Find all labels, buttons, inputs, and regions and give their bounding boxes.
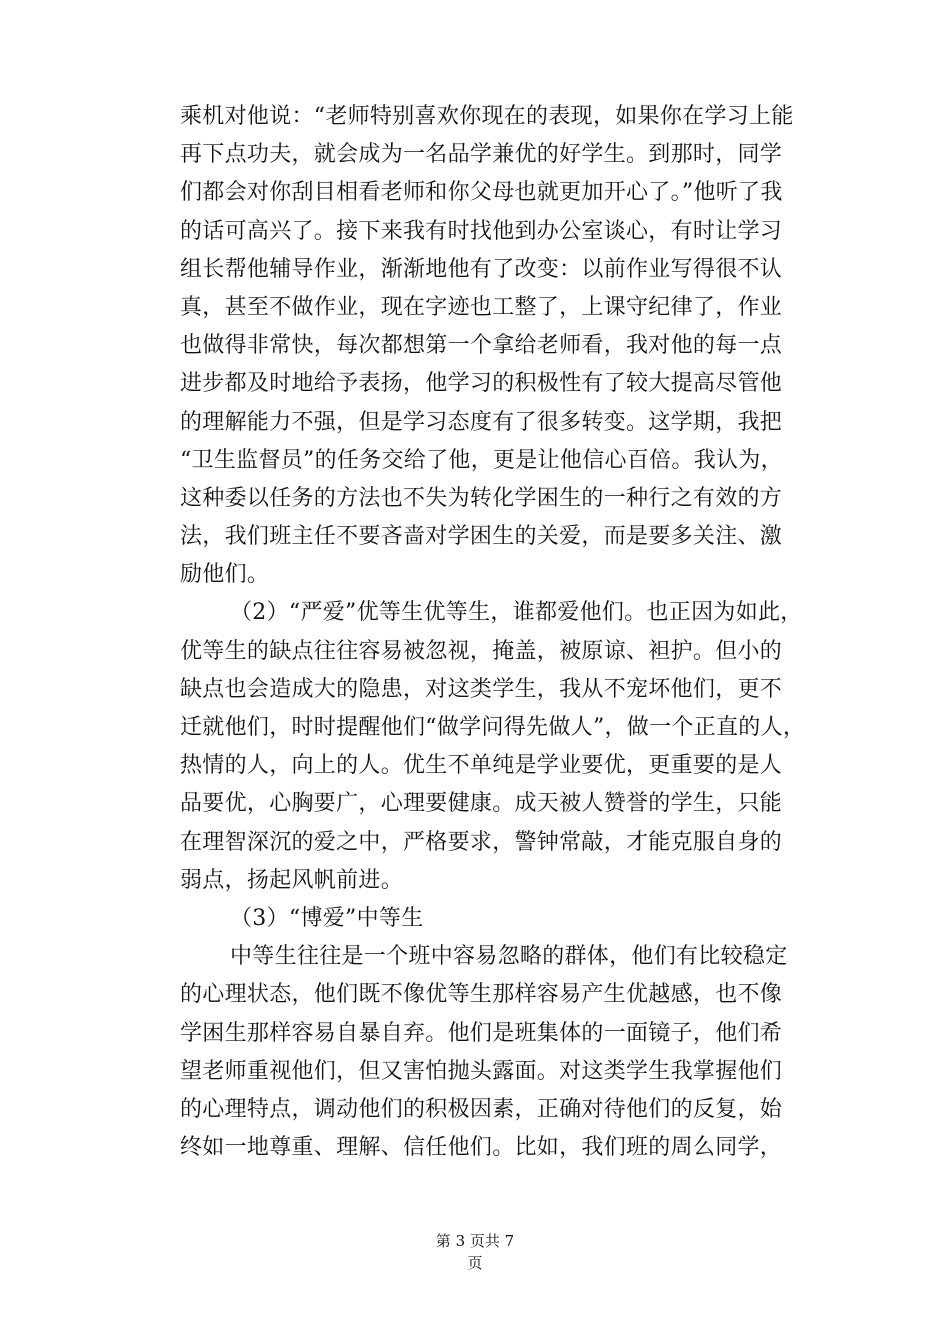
text-line: 学困生那样容易自暴自弃。他们是班集体的一面镜子，他们希 [180, 1020, 783, 1046]
text-line: 弱点，扬起风帆前进。 [180, 867, 404, 893]
text-line: 的心理状态，他们既不像优等生那样容易产生优越感，也不像 [180, 982, 783, 1008]
text-line: 缺点也会造成大的隐患，对这类学生，我从不宠坏他们，更不 [180, 676, 783, 702]
text-line: 终如一地尊重、理解、信任他们。比如，我们班的周么同学， [180, 1135, 783, 1161]
document-body [180, 98, 806, 1167]
text-line: （3）“博爱”中等生 [230, 905, 424, 931]
text-line: 热情的人，向上的人。优生不单纯是学业要优，更重要的是人 [180, 753, 783, 779]
text-line: 中等生往往是一个班中容易忽略的群体，他们有比较稳定 [230, 944, 788, 970]
text-line: 法，我们班主任不要吝啬对学困生的关爱，而是要多关注、激 [180, 524, 783, 550]
text-line: 组长帮他辅导作业，渐渐地他有了改变：以前作业写得很不认 [180, 256, 783, 282]
text-line: 真，甚至不做作业，现在字迹也工整了，上课守纪律了，作业 [180, 294, 783, 320]
text-line: 乘机对他说：“老师特别喜欢你现在的表现，如果你在学习上能 [180, 104, 794, 129]
text-line: 优等生的缺点往往容易被忽视，掩盖，被原谅、袒护。但小的 [180, 638, 783, 664]
text-line: （2）“严爱”优等生优等生，谁都爱他们。也正因为如此， [230, 600, 803, 626]
text-line: 这种委以任务的方法也不失为转化学困生的一种行之有效的方 [180, 485, 783, 511]
text-line: 品要优，心胸要广，心理要健康。成天被人赞誉的学生，只能 [180, 791, 783, 817]
page-number-continued: 页 [467, 1254, 483, 1272]
text-line: 的理解能力不强，但是学习态度有了很多转变。这学期，我把 [180, 409, 783, 435]
text-line: 再下点功夫，就会成为一名品学兼优的好学生。到那时，同学 [180, 142, 783, 168]
text-line: 的心理特点，调动他们的积极因素，正确对待他们的反复，始 [180, 1096, 783, 1122]
text-line: 迁就他们，时时提醒他们“做学问得先做人”，做一个正直的人， [180, 715, 806, 740]
text-line: 也做得非常快，每次都想第一个拿给老师看，我对他的每一点 [180, 333, 783, 359]
page-number: 第 3 页共 7 [435, 1232, 515, 1250]
text-line: 的话可高兴了。接下来我有时找他到办公室谈心，有时让学习 [180, 218, 783, 244]
text-line: “卫生监督员”的任务交给了他，更是让他信心百倍。我认为， [180, 447, 783, 473]
text-line: 励他们。 [180, 562, 270, 588]
text-line: 在理智深沉的爱之中，严格要求，警钟常敲，才能克服自身的 [180, 829, 783, 855]
text-line: 进步都及时地给予表扬，他学习的积极性有了较大提高尽管他 [180, 371, 783, 397]
text-line: 们都会对你刮目相看老师和你父母也就更加开心了。”他听了我 [180, 180, 783, 206]
text-line: 望老师重视他们，但又害怕抛头露面。对这类学生我掌握他们 [180, 1058, 783, 1084]
